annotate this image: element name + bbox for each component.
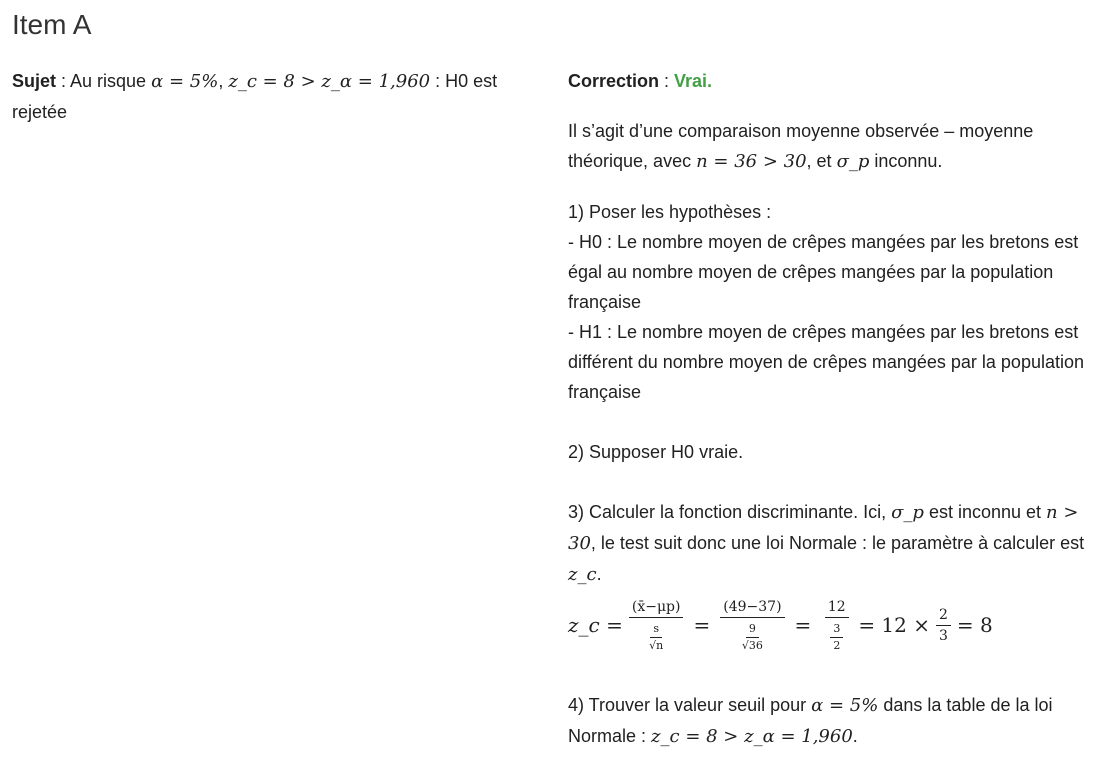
intro-text-2: , et <box>806 151 837 171</box>
step4-text-b: dans la table de la loi Normale : <box>568 695 1053 746</box>
frac-4-num: 2 <box>936 607 951 626</box>
frac-2-den <box>730 618 775 652</box>
correction-block <box>568 66 1103 752</box>
formula-tail-1: = 12 × <box>858 613 930 637</box>
step1-h0: - H0 : Le nombre moyen de crêpes mangées par les bretons est égal au nombre moyen de crêpes mangées par la population française <box>568 232 1079 312</box>
step1-title: 1) Poser les hypothèses : <box>568 202 772 222</box>
subject-block <box>12 66 547 127</box>
intro-text-3: inconnu. <box>869 151 943 171</box>
formula-frac-4 <box>936 607 951 644</box>
step1-h1: - H1 : Le nombre moyen de crêpes mangées par les bretons est différent du nombre moyen de crêpes mangées par la population française <box>568 322 1084 402</box>
step4-math-alpha: α = 5% <box>811 695 879 716</box>
intro-math-n: n = 36 > 30 <box>696 151 807 172</box>
subject-math-alpha: α = 5% <box>151 71 219 92</box>
frac-1-inner-den: √n <box>649 638 664 652</box>
correction-label: Correction <box>568 71 660 91</box>
step3-text-d: . <box>596 564 602 584</box>
intro-text-1: Il s’agit d’une comparaison moyenne observée – moyenne théorique, avec <box>568 121 1034 171</box>
step3-text-a: 3) Calculer la fonction discriminante. Ici, <box>568 502 892 522</box>
correction-intro <box>568 116 1103 177</box>
step3-text-b: est inconnu et <box>923 502 1047 522</box>
correction-header <box>568 66 1103 96</box>
step3-text-c: , le test suit donc une loi Normale : le paramètre à calculer est <box>590 533 1085 553</box>
frac-2-inner-den: √36 <box>741 638 763 652</box>
step3-math-sigma: σ_p <box>891 502 924 523</box>
frac-4-den: 3 <box>939 627 948 644</box>
step4-text-a: 4) Trouver la valeur seuil pour <box>568 695 812 715</box>
frac-1-inner <box>646 623 666 652</box>
step2: 2) Supposer H0 vraie. <box>568 442 744 462</box>
zc-formula: z_c = $\frac{(x̄-\mu p)}{\frac{s}{√n}}$ = $\frac{(49-37)}{\frac{9}{√36}}$ = $\frac{12}{\frac{3}{2}}$ = 12 × $\frac{2}{3}$ = 8 <box>568 598 993 652</box>
frac-3-inner-den: 2 <box>833 638 841 652</box>
frac-3-den <box>821 618 852 652</box>
frac-1-inner-num: s <box>650 623 662 638</box>
frac-2-inner <box>739 623 766 652</box>
formula-lhs: z_c = <box>568 613 623 637</box>
item-title: Item A <box>12 9 92 40</box>
step3-math-n: n > 30 <box>568 502 1079 554</box>
correction-verdict: Vrai. <box>674 71 713 91</box>
subject-text-1: : Au risque <box>56 71 152 91</box>
formula-frac-3 <box>821 599 852 652</box>
frac-1-num: (x̄−μp) <box>629 599 684 618</box>
subject-math-z: z_c = 8 > z_α = 1,960 <box>228 71 431 92</box>
frac-3-inner <box>830 623 843 652</box>
formula-frac-1 <box>629 599 684 652</box>
subject-text-2: : H0 est rejetée <box>12 71 498 122</box>
step3 <box>568 497 1103 590</box>
step4-text-c: . <box>852 726 858 746</box>
subject-label: Sujet <box>12 71 57 91</box>
formula-frac-2 <box>720 599 784 652</box>
intro-math-sigma: σ_p <box>836 151 870 172</box>
frac-2-inner-num: 9 <box>746 623 759 638</box>
frac-3-inner-num: 3 <box>830 623 843 638</box>
correction-colon: : <box>659 71 675 91</box>
step4-math-z: z_c = 8 > z_α = 1,960 <box>651 726 853 747</box>
frac-1-den <box>637 618 675 652</box>
frac-3-num: 12 <box>825 599 849 618</box>
step4 <box>568 690 1103 752</box>
subject-sep: , <box>218 71 229 91</box>
step3-math-zc: z_c <box>568 564 597 585</box>
formula-tail-2: = 8 <box>956 613 993 637</box>
frac-2-num: (49−37) <box>720 599 784 618</box>
